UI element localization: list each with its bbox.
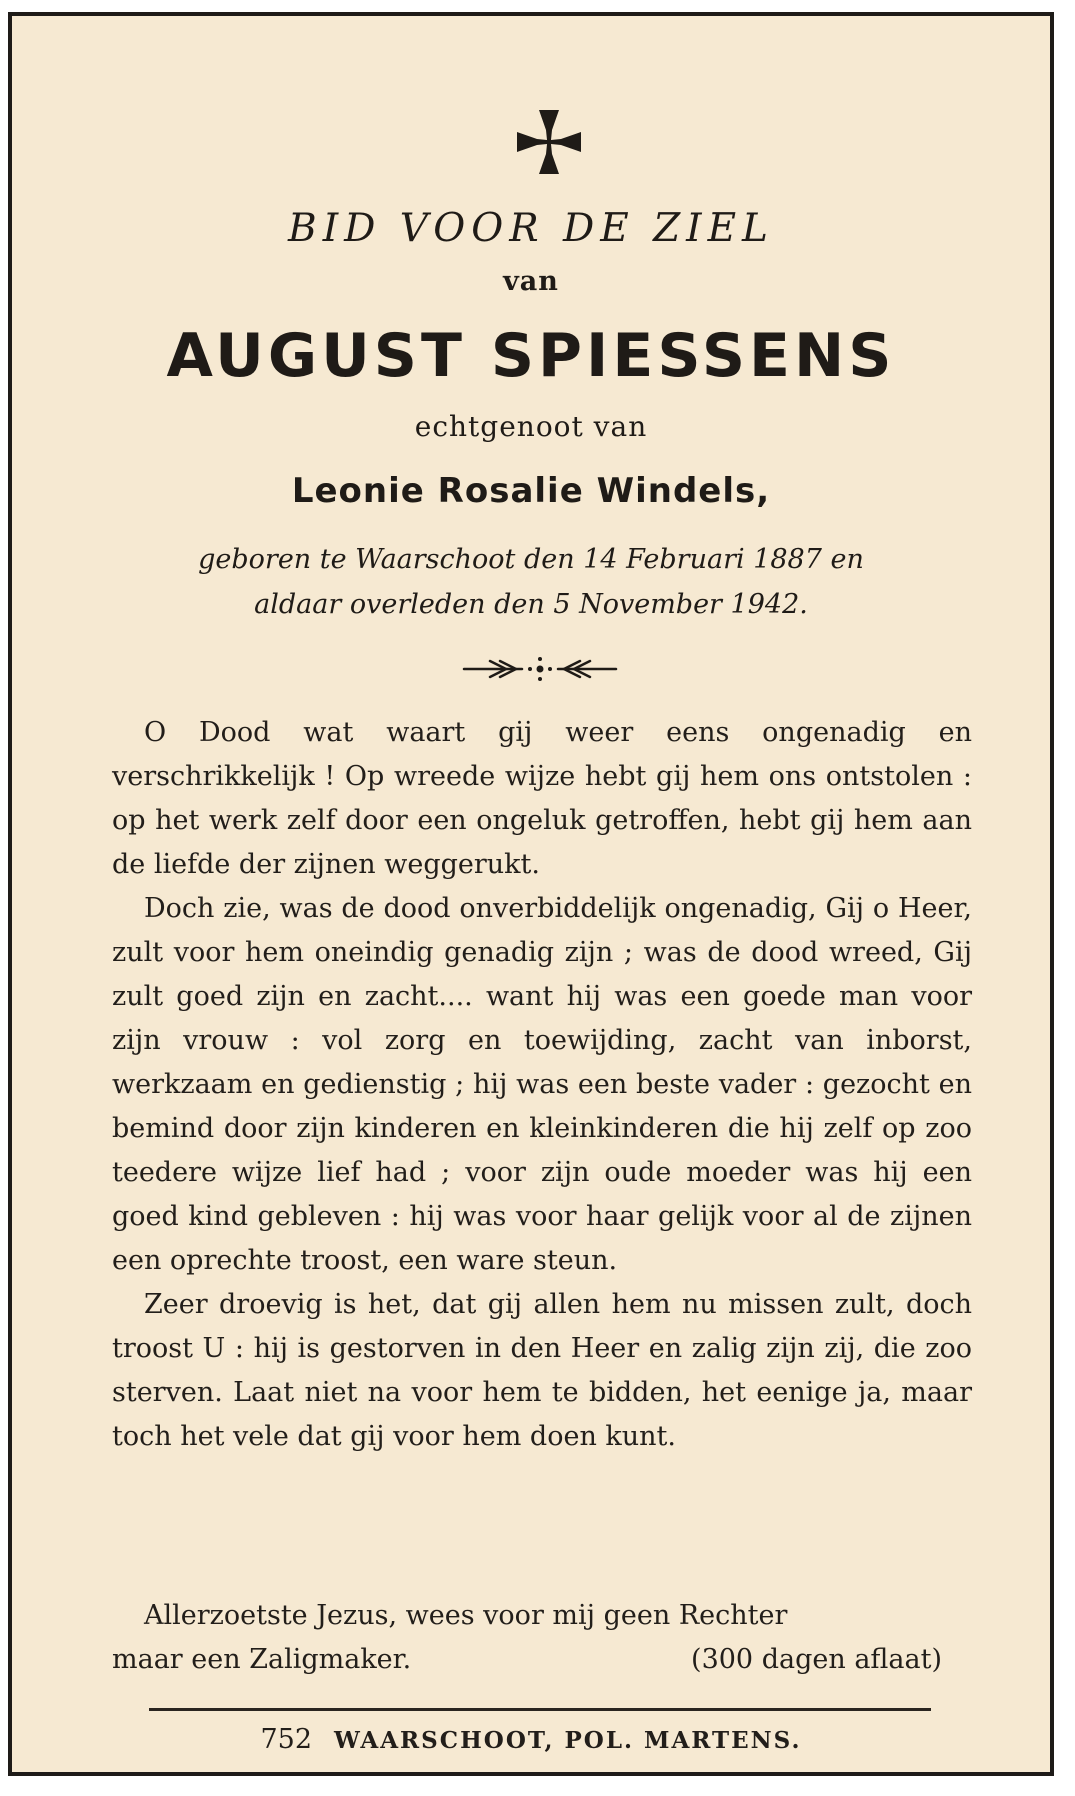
prayer-line-1: Allerzoetste Jezus, wees voor mij geen Rechter [144,1600,788,1631]
paragraph-2: Doch zie, was de dood onverbiddelijk ongenadig, Gij o Heer, zult voor hem oneindig genadig zijn ; was de dood wreed, Gij zult goed zijn en zacht.... want hij was een goede man voor zijn vrouw : vol zorg en toewijding, zacht van inborst, werkzaam en gedienstig ; hij was een beste vader : gezocht en bemind door zijn kinderen en kleinkinderen die hij zelf op zoo teedere wijze lief had ; voor zijn oude moeder was hij een goed kind gebleven : hij was voor haar gelijk voor al de zijnen een oprechte troost, een ware steun. [112,893,972,1276]
van-label: van [503,266,559,297]
indulgence-note: (300 dagen aflaat) [691,1644,942,1675]
paragraph-3: Zeer droevig is het, dat gij allen hem nu missen zult, doch troost U : hij is gestorven in den Heer en zalig zijn zij, die zoo sterven. Laat niet na voor hem te bidden, het eenige ja, maar toch het vele dat gij voor hem doen kunt. [112,1289,972,1452]
spouse-name: Leonie Rosalie Windels, [291,471,771,511]
eulogy-text [112,711,972,1459]
cross-pattee-icon [515,108,583,176]
closing-prayer [112,1594,972,1682]
heading: BID VOOR DE ZIEL [288,206,774,251]
prayer-line-2-row [112,1638,972,1682]
divider-rule [149,1708,931,1711]
printer-number: 752 [260,1724,313,1755]
arrow-ornament-icon [460,651,620,687]
memorial-card [8,12,1054,1776]
spouse-intro: echtgenoot van [414,410,648,443]
deceased-name: AUGUST SPIESSENS [166,321,896,391]
prayer-line-2: maar een Zaligmaker. [112,1644,412,1675]
printer-name: WAARSCHOOT, POL. MARTENS. [334,1727,802,1754]
birth-line-1: geboren te Waarschoot den 14 Februari 1887 en [198,544,864,575]
paragraph-1: O Dood wat waart gij weer eens ongenadig en verschrikkelijk ! Op wreede wijze hebt gij hem ons ontstolen : op het werk zelf door een ongeluk getroffen, hebt gij hem aan de liefde der zijnen weggerukt. [112,717,972,880]
printer-line [12,1724,1050,1755]
birth-line-2: aldaar overleden den 5 November 1942. [254,589,808,620]
